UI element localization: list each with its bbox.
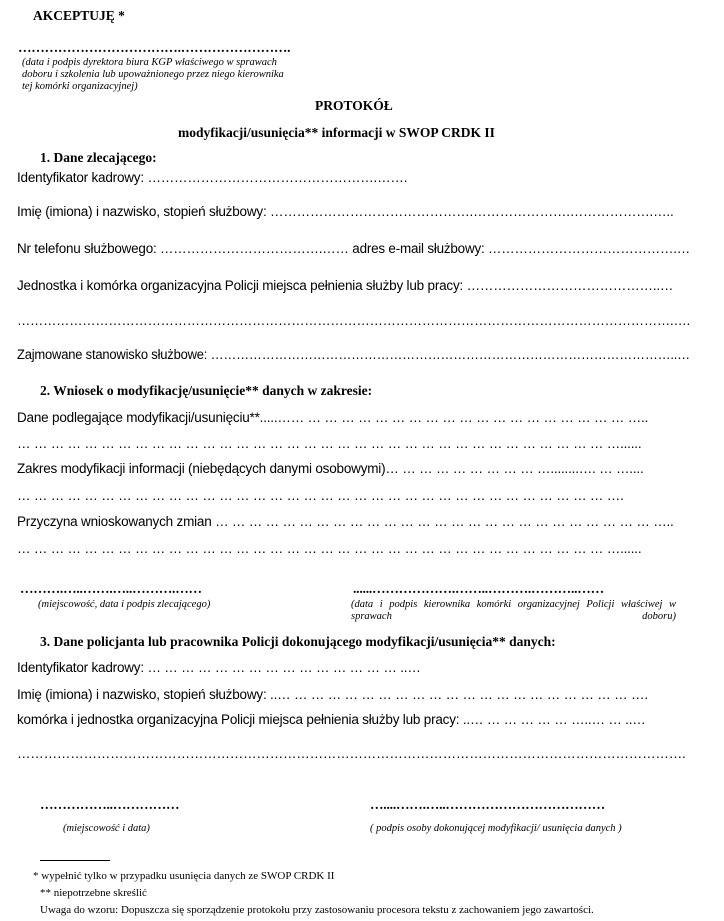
manager-signature-line[interactable]: ......……………….……..……….………..…… (353, 581, 604, 596)
field-zakres-modyfikacji[interactable]: Zakres modyfikacji informacji (niebędących danymi osobowymi)… … … … … … … … … …........…. … ….... (17, 461, 644, 476)
operator-signature-caption: ( podpis osoby dokonującej modyfikacji/ usunięcia danych ) (370, 823, 622, 834)
field-imie-nazwisko-stopien[interactable]: Imię (imiona) i nazwisko, stopień służbowy: ……………………………………….………………….……………….….. (17, 204, 674, 219)
field-przyczyna-cont[interactable]: … … … … … … … … … … … … … … … … … … … … … … … … … … … … … … … … … … … …...... (17, 541, 642, 556)
field-operator-identyfikator[interactable]: Identyfikator kadrowy: … … … … … … … … … … … … … … … ..… (17, 660, 421, 675)
footnote-template-note: Uwaga do wzoru: Dopuszcza się sporządzenie protokołu przy zastosowaniu procesora tekstu z zachowaniem jego zawartości. (40, 904, 594, 916)
section3-heading: 3. Dane policjanta lub pracownika Policji dokonującego modyfikacji/usunięcia** danych: (40, 634, 556, 649)
footnote-asterisk: * wypełnić tylko w przypadku usunięcia danych ze SWOP CRDK II (33, 870, 335, 882)
footnote-divider (40, 860, 110, 861)
operator-signature-line[interactable]: …....…….…..……………………………… (370, 797, 606, 812)
field-jednostka-komorka-cont[interactable]: …………………………………………………………………………………………………………………………………….…. (17, 313, 691, 328)
field-przyczyna[interactable]: Przyczyna wnioskowanych zmian … … … … … … … … … … … … … … … … … … … … … … … … … … ….. (17, 514, 674, 529)
field-jednostka-komorka[interactable]: Jednostka i komórka organizacyjna Policji miejsca pełnienia służby lub pracy: ……………………………………..… (17, 278, 674, 293)
section2-heading: 2. Wniosek o modyfikację/usunięcie** danych w zakresie: (40, 383, 373, 398)
requester-signature-line[interactable]: ……….…..…….…..……….…… (20, 581, 202, 596)
accept-signature-line[interactable]: ……………………………….……………………. (18, 40, 291, 55)
field-stanowisko[interactable]: Zajmowane stanowisko służbowe: ………………………………………………………………………………………………..… (17, 347, 690, 362)
field-dane-podlegajace[interactable]: Dane podlegające modyfikacji/usunięciu**.....…… … … … … … … … … … … … … … … … … … … … ….. (17, 410, 649, 425)
field-dane-podlegajace-cont[interactable]: … … … … … … … … … … … … … … … … … … … … … … … … … … … … … … … … … … … …...... (17, 436, 642, 451)
accept-note-line: tej komórki organizacyjnej) (22, 81, 138, 92)
field-telefon-email[interactable]: Nr telefonu służbowego: ……………………………….…… adres e-mail służbowy: …………………………………….… (17, 241, 691, 256)
field-operator-imie-nazwisko[interactable]: Imię (imiona) i nazwisko, stopień służbowy: ..… … … … … … … … … … … … … … … … … … … … … …. (17, 687, 648, 702)
field-operator-jednostka[interactable]: komórka i jednostka organizacyjna Policji miejsca pełnienia służby lub pracy: ..… … … … … … …..… … ..… (17, 712, 646, 727)
field-operator-jednostka-cont[interactable]: ……………………………………………………………………………………………………………………………………. (17, 746, 686, 761)
operator-place-date-line[interactable]: ……………..…………… (40, 797, 180, 812)
accept-note (22, 57, 284, 93)
document-subtitle: modyfikacji/usunięcia** informacji w SWOP CRDK II (178, 125, 495, 140)
accept-note-line: (data i podpis dyrektora biura KGP właściwego w sprawach (22, 57, 277, 68)
document-title: PROTOKÓŁ (315, 98, 393, 113)
requester-signature-caption: (miejscowość, data i podpis zlecającego) (38, 599, 211, 610)
accept-label: AKCEPTUJĘ * (33, 8, 125, 23)
section1-heading: 1. Dane zlecającego: (40, 150, 157, 165)
operator-place-date-caption: (miejscowość i data) (63, 823, 150, 834)
manager-signature-caption: (data i podpis kierownika komórki organizacyjnej Policji właściwej w sprawach doboru) (351, 599, 676, 622)
field-zakres-modyfikacji-cont[interactable]: … … … … … … … … … … … … … … … … … … … … … … … … … … … … … … … … … … … …. (17, 488, 624, 503)
field-identyfikator-kadrowy[interactable]: Identyfikator kadrowy: …………………………………………….……. (17, 170, 408, 185)
accept-note-line: doboru i szkolenia lub upoważnionego przez niego kierownika (22, 69, 284, 80)
footnote-double-asterisk: ** niepotrzebne skreślić (40, 887, 147, 899)
